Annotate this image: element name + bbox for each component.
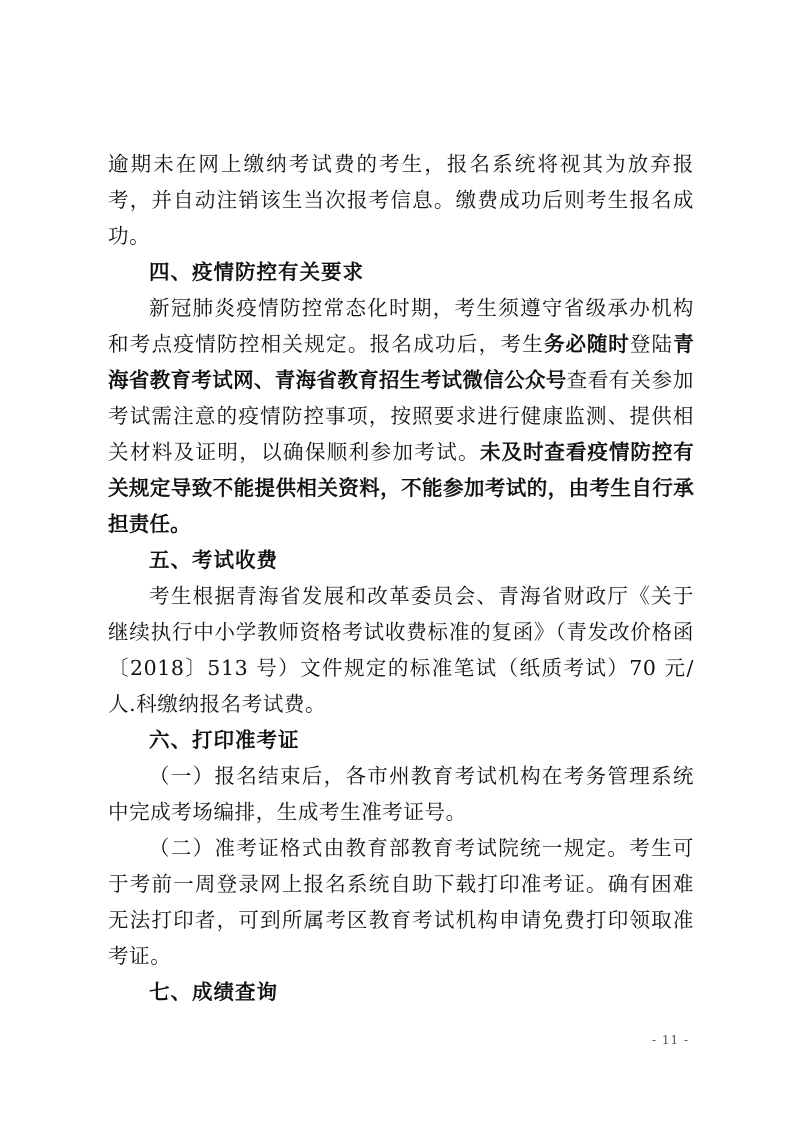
section-4-bold-3: 未及时查看疫情防控有关规定导致不能提供相关资料，不能参加考试的，由考生自行承担责任。 <box>108 440 695 536</box>
section-4-bold-1: 务必随时 <box>544 332 630 356</box>
fee-continuation-paragraph: 逾期未在网上缴纳考试费的考生，报名系统将视其为放弃报考，并自动注销该生当次报考信息。缴费成功后则考生报名成功。 <box>108 152 694 248</box>
section-5-paragraph: 考生根据青海省发展和改革委员会、青海省财政厅《关于继续执行中小学教师资格考试收费标准的复函》（青发改价格函〔2018〕513 号）文件规定的标准笔试（纸质考试）70 元/人.科缴纳报名考试费。 <box>108 584 694 716</box>
section-7-heading: 七、成绩查询 <box>149 980 278 1004</box>
section-5-heading: 五、考试收费 <box>149 548 278 572</box>
section-4-text-1: 新冠肺炎疫情防控常态化时期，考生须遵守省级承办机构和考点疫情防控相关规定。报名成功后，考生 <box>108 296 694 356</box>
page-number: - 11 - <box>651 1033 689 1047</box>
section-4-text-2: 登陆 <box>629 332 674 356</box>
section-4-bold-2: 青海省教育考试网、青海省教育招生考试微信公众号 <box>108 332 694 392</box>
section-6-paragraph-2: （二）准考证格式由教育部教育考试院统一规定。考生可于考前一周登录网上报名系统自助下载打印准考证。确有困难无法打印者，可到所属考区教育考试机构申请免费打印领取准考证。 <box>108 836 694 968</box>
section-4-paragraph <box>108 290 694 542</box>
document-body <box>108 146 694 1010</box>
section-4-heading: 四、疫情防控有关要求 <box>149 260 364 284</box>
section-6-paragraph-1: （一）报名结束后，各市州教育考试机构在考务管理系统中完成考场编排，生成考生准考证号。 <box>108 764 694 824</box>
section-4-text-3: 查看有关参加考试需注意的疫情防控事项，按照要求进行健康监测、提供相关材料及证明，以确保顺利参加考试。 <box>108 368 694 464</box>
section-6-heading: 六、打印准考证 <box>149 728 300 752</box>
